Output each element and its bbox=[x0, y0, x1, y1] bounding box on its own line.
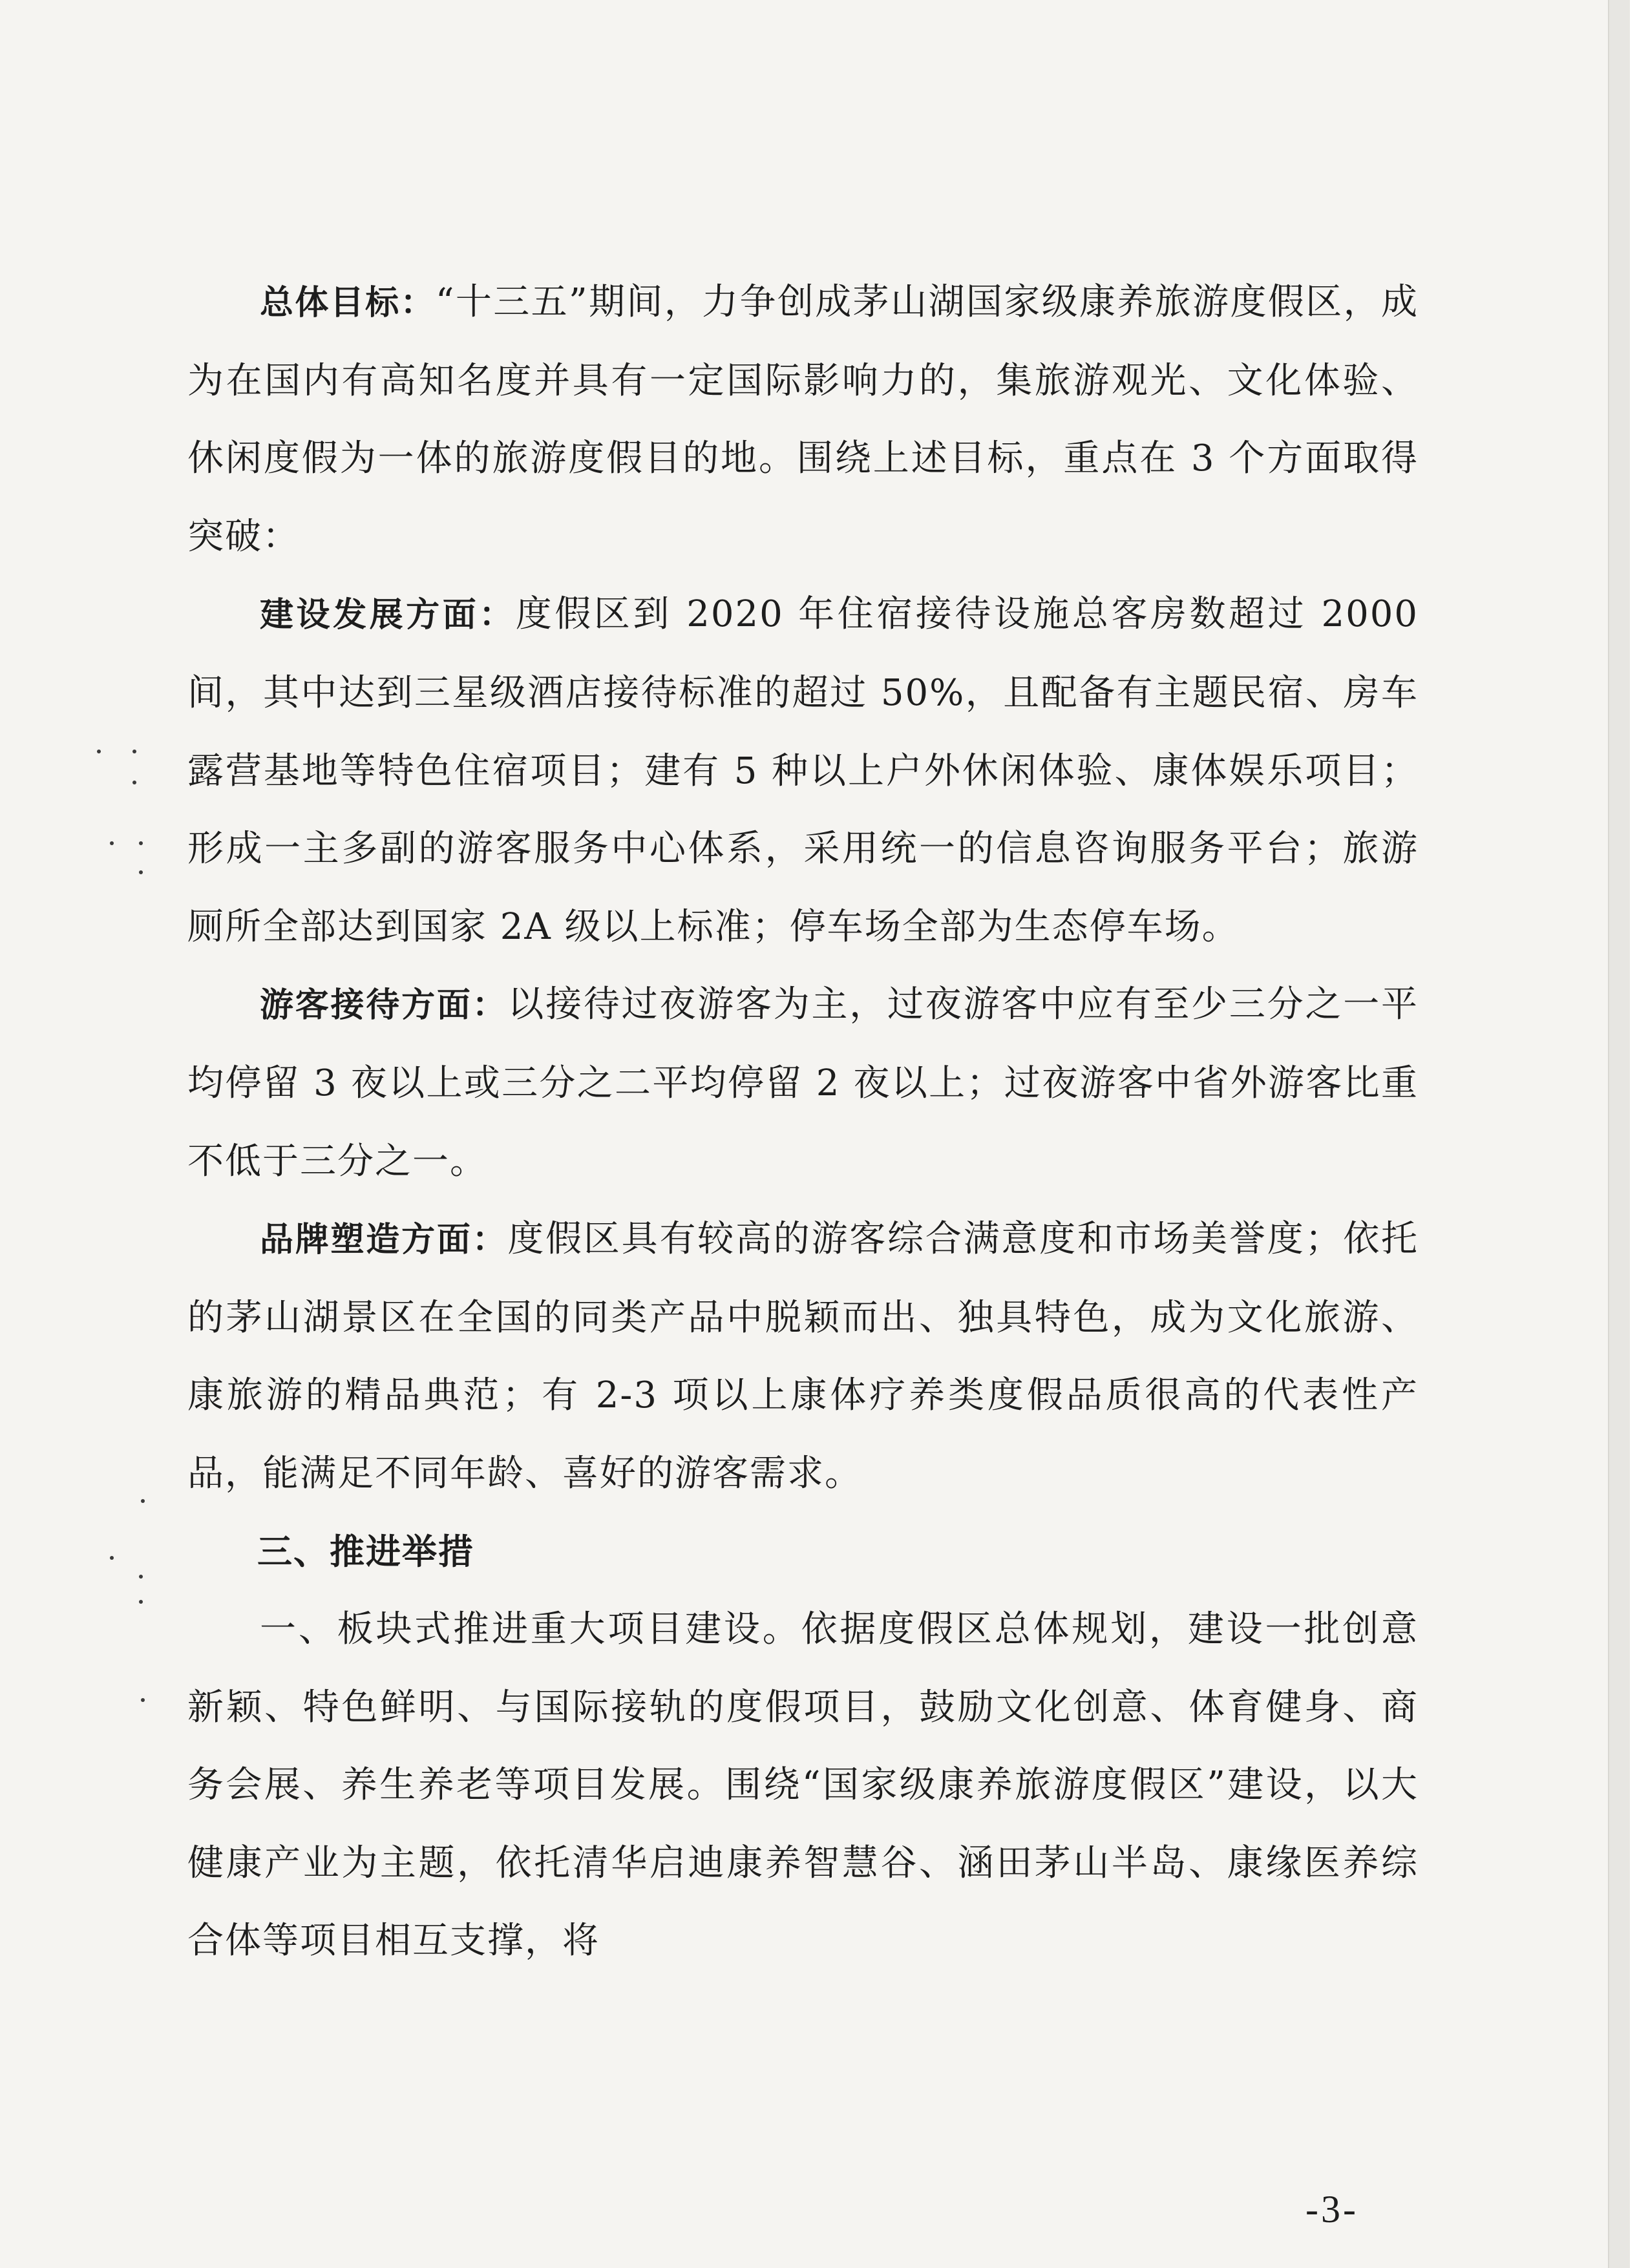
paragraph-text: 度假区到 2020 年住宿接待设施总客房数超过 2000 间，其中达到三星级酒店接待标准的超过 50%，且配备有主题民宿、房车露营基地等特色住宿项目；建有 5 种以上户外休闲体验、康体娱乐项目；形成一主多副的游客服务中心体系，采用统一的信息咨询服务平台；旅游厕所全部达到国家 2A 级以上标准；停车场全部为生态停车场。 bbox=[187, 593, 1419, 948]
scan-speck bbox=[139, 841, 143, 845]
paragraph-text: 度假区具有较高的游客综合满意度和市场美誉度；依托的茅山湖景区在全国的同类产品中脱颖而出、独具特色，成为文化旅游、康旅游的精品典范；有 2-3 项以上康体疗养类度假品质很高的代表性产品，能满足不同年龄、喜好的游客需求。 bbox=[187, 1218, 1419, 1495]
document-body bbox=[187, 264, 1419, 1980]
paragraph-text: 以接待过夜游客为主，过夜游客中应有至少三分之一平均停留 3 夜以上或三分之二平均停留 2 夜以上；过夜游客中省外游客比重不低于三分之一。 bbox=[187, 983, 1419, 1182]
scan-speck bbox=[139, 1575, 143, 1579]
paragraph-construction bbox=[187, 576, 1419, 966]
page-edge bbox=[1608, 0, 1630, 2268]
paragraph-text: 依据度假区总体规划，建设一批创意新颖、特色鲜明、与国际接轨的度假项目，鼓励文化创意、体育健身、商务会展、养生养老等项目发展。围绕“国家级康养旅游度假区”建设，以大健康产业为主题，依托清华启迪康养智慧谷、涵田茅山半岛、康缘医养综合体等项目相互支撑，将 bbox=[187, 1608, 1419, 1962]
section-heading: 三、推进举措 bbox=[257, 1531, 474, 1572]
scan-speck bbox=[139, 1600, 143, 1604]
scan-speck bbox=[141, 1698, 145, 1702]
scan-speck bbox=[132, 781, 136, 784]
paragraph-brand-building bbox=[187, 1201, 1419, 1513]
scan-speck bbox=[139, 870, 143, 874]
page-number: -3- bbox=[1305, 2188, 1358, 2231]
paragraph-lead: 品牌塑造方面： bbox=[260, 1221, 508, 1260]
scan-speck bbox=[110, 841, 114, 845]
paragraph-lead: 建设发展方面： bbox=[260, 596, 516, 635]
scan-speck bbox=[141, 1499, 145, 1503]
scan-speck bbox=[110, 1556, 114, 1560]
paragraph-visitor-reception bbox=[187, 966, 1419, 1201]
paragraph-text: “十三五”期间，力争创成茅山湖国家级康养旅游度假区，成为在国内有高知名度并具有一定国际影响力的，集旅游观光、文化体验、休闲度假为一体的旅游度假目的地。围绕上述目标，重点在 3 个方面取得突破： bbox=[187, 281, 1419, 558]
paragraph-lead: 游客接待方面： bbox=[260, 986, 508, 1025]
scan-speck bbox=[97, 750, 101, 753]
paragraph-major-projects bbox=[187, 1591, 1419, 1980]
paragraph-overall-goal bbox=[187, 264, 1419, 576]
scan-speck bbox=[132, 750, 136, 753]
paragraph-lead: 一、板块式推进重大项目建设。 bbox=[260, 1608, 801, 1651]
paragraph-lead: 总体目标： bbox=[260, 284, 436, 322]
